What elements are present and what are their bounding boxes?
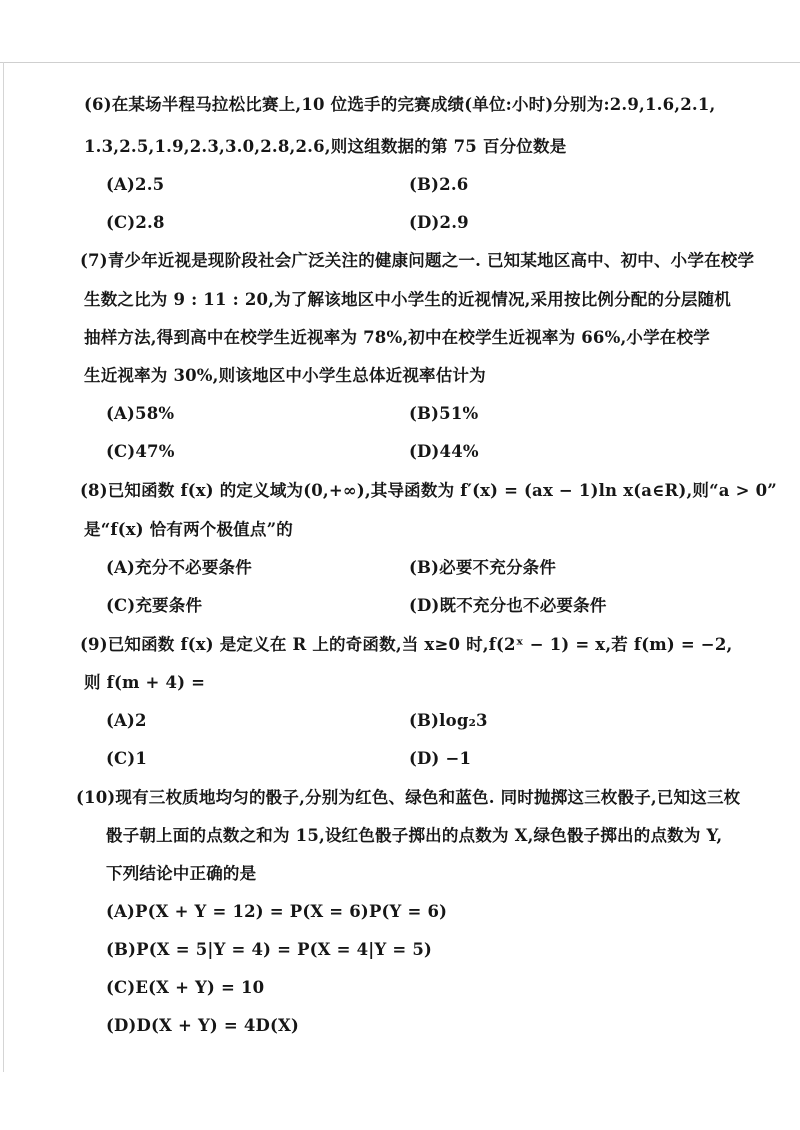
page-top-border <box>0 62 800 63</box>
q8-stem-line2: 是“f(x) 恰有两个极值点”的 <box>84 520 293 539</box>
q8-option-d: (D)既不充分也不必要条件 <box>409 596 607 615</box>
q6-stem-line2: 1.3,2.5,1.9,2.3,3.0,2.8,2.6,则这组数据的第 75 百分位数是 <box>84 137 567 156</box>
q9-option-d: (D) −1 <box>409 749 472 768</box>
q9-stem-line2: 则 f(m + 4) = <box>84 673 206 692</box>
q7-stem-line2: 生数之比为 9 : 11 : 20,为了解该地区中小学生的近视情况,采用按比例分配的分层随机 <box>84 290 731 309</box>
q9-option-c: (C)1 <box>106 749 148 768</box>
q8-option-b: (B)必要不充分条件 <box>409 558 557 577</box>
q6-stem-line1: (6)在某场半程马拉松比赛上,10 位选手的完赛成绩(单位:小时)分别为:2.9,1.6,2.1, <box>84 95 716 114</box>
q7-stem-line1: (7)青少年近视是现阶段社会广泛关注的健康问题之一. 已知某地区高中、初中、小学在校学 <box>80 251 755 270</box>
q6-option-c: (C)2.8 <box>106 213 165 232</box>
q8-option-a: (A)充分不必要条件 <box>106 558 252 577</box>
q7-option-d: (D)44% <box>409 442 479 461</box>
q8-stem-line1: (8)已知函数 f(x) 的定义域为(0,+∞),其导函数为 f′(x) = (ax − 1)ln x(a∈R),则“a > 0” <box>80 481 777 500</box>
q7-stem-line3: 抽样方法,得到高中在校学生近视率为 78%,初中在校学生近视率为 66%,小学在校学 <box>84 328 710 347</box>
q9-stem-line1: (9)已知函数 f(x) 是定义在 R 上的奇函数,当 x≥0 时,f(2ˣ − 1) = x,若 f(m) = −2, <box>80 635 733 654</box>
q10-option-a: (A)P(X + Y = 12) = P(X = 6)P(Y = 6) <box>106 902 448 921</box>
q10-stem-line1: (10)现有三枚质地均匀的骰子,分别为红色、绿色和蓝色. 同时抛掷这三枚骰子,已知这三枚 <box>76 788 741 807</box>
q10-stem-line3: 下列结论中正确的是 <box>106 864 257 883</box>
q7-stem-line4: 生近视率为 30%,则该地区中小学生总体近视率估计为 <box>84 366 486 385</box>
q10-option-b: (B)P(X = 5|Y = 4) = P(X = 4|Y = 5) <box>106 940 433 959</box>
q7-option-b: (B)51% <box>409 404 479 423</box>
q9-option-a: (A)2 <box>106 711 147 730</box>
page-left-border <box>3 62 4 1072</box>
q7-option-a: (A)58% <box>106 404 175 423</box>
q6-option-d: (D)2.9 <box>409 213 469 232</box>
q6-option-a: (A)2.5 <box>106 175 165 194</box>
q7-option-c: (C)47% <box>106 442 175 461</box>
q10-option-d: (D)D(X + Y) = 4D(X) <box>106 1016 300 1035</box>
q9-option-b: (B)log₂3 <box>409 711 488 730</box>
q8-option-c: (C)充要条件 <box>106 596 203 615</box>
q10-option-c: (C)E(X + Y) = 10 <box>106 978 265 997</box>
q6-option-b: (B)2.6 <box>409 175 469 194</box>
q10-stem-line2: 骰子朝上面的点数之和为 15,设红色骰子掷出的点数为 X,绿色骰子掷出的点数为 Y, <box>106 826 723 845</box>
